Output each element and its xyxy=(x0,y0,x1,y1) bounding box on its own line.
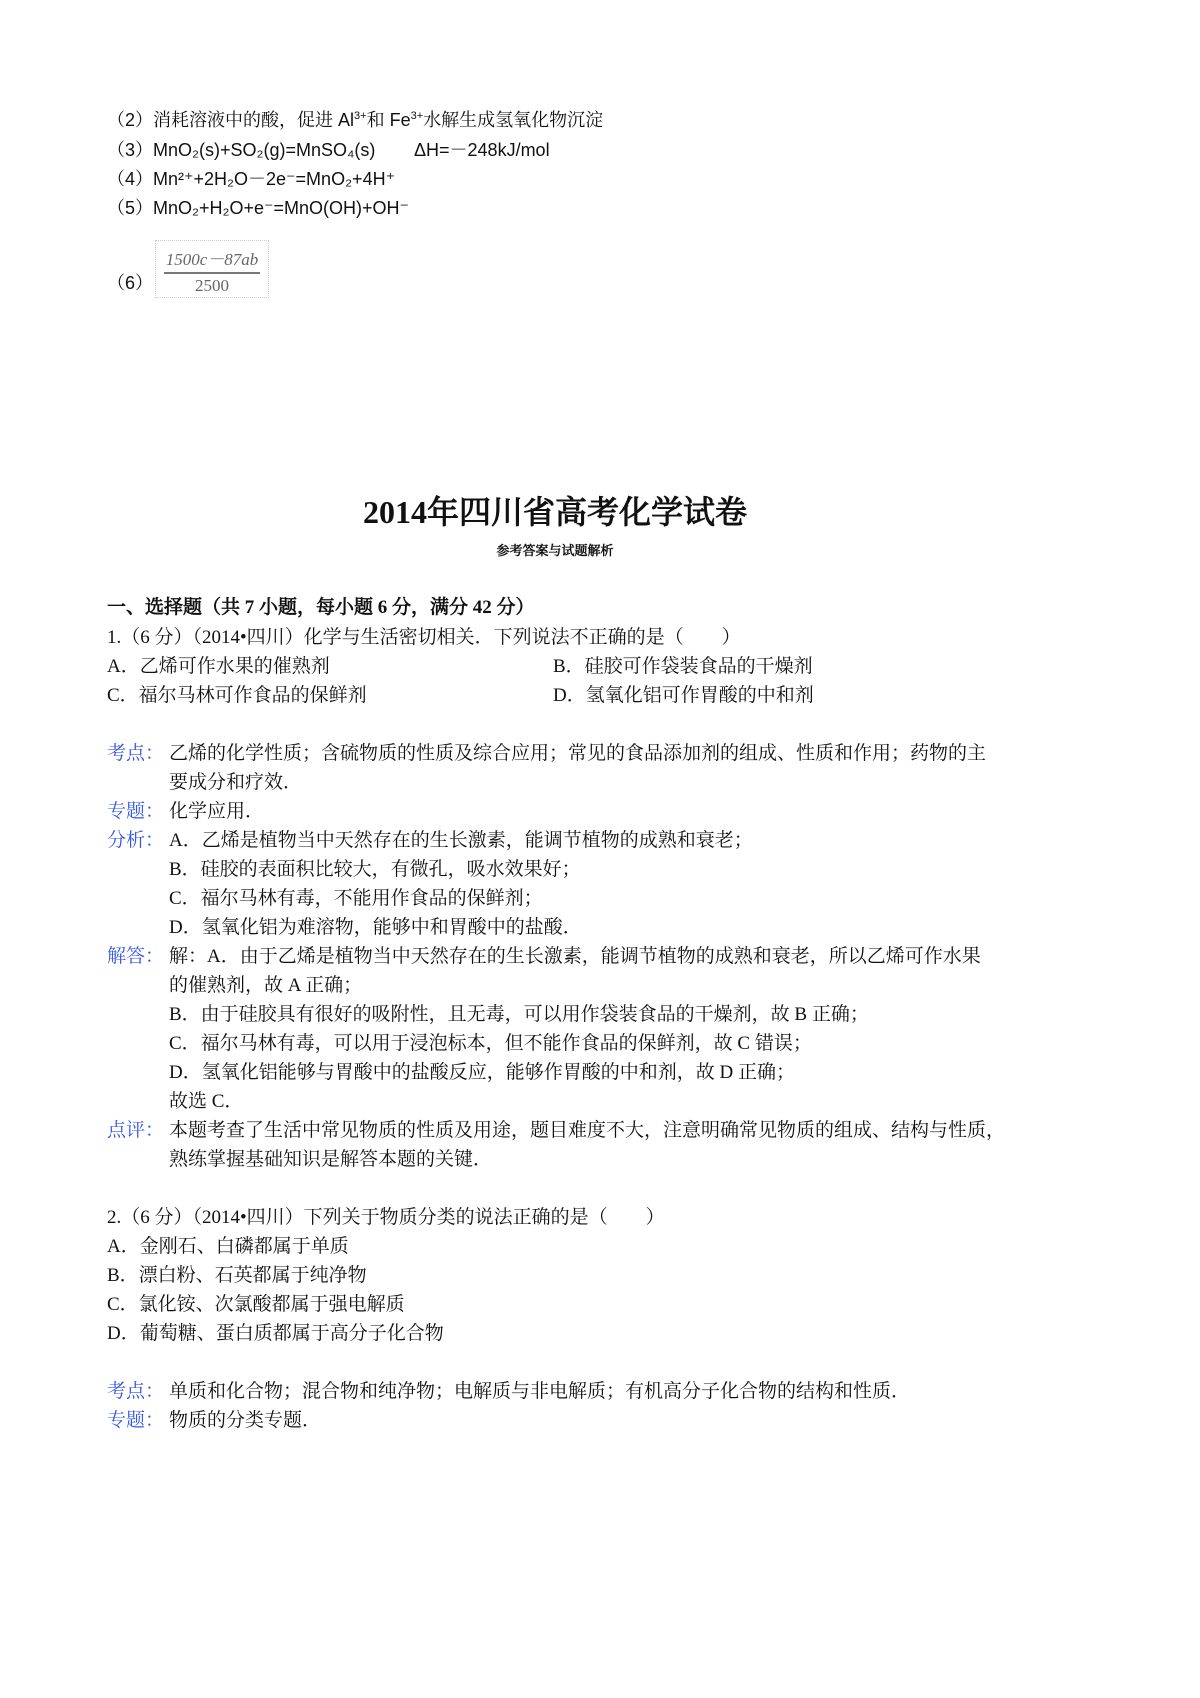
q1-dianping: 点评： 本题考查了生活中常见物质的性质及用途，题目难度不大，注意明确常见物质的组成、结构与性质， xyxy=(107,1120,1006,1141)
q1-option-row: C．福尔马林可作食品的保鲜剂 D．氢氧化铝可作胃酸的中和剂 xyxy=(107,685,814,706)
q1-fenxi-line: D．氢氧化铝为难溶物，能够中和胃酸中的盐酸． xyxy=(169,917,582,938)
answer-2: （2）消耗溶液中的酸，促进 $Al^{3+}$和 $Fe^{3+}$水解生成氢氧化物沉淀 xyxy=(107,110,604,130)
q2-zhuanti: 专题： 物质的分类专题． xyxy=(107,1410,322,1431)
q1-jieda-line: D．氢氧化铝能够与胃酸中的盐酸反应，能够作胃酸的中和剂，故 D 正确； xyxy=(169,1062,795,1083)
q1-stem: 1.（6 分）（2014•四川）化学与生活密切相关．下列说法不正确的是（ ） xyxy=(107,627,741,648)
q2-option: C．氯化铵、次氯酸都属于强电解质 xyxy=(107,1294,405,1315)
q2-option: A．金刚石、白磷都属于单质 xyxy=(107,1236,349,1257)
answer-5: （5）MnO₂+H₂O+e⁻=MnO(OH)+OH⁻ xyxy=(107,198,410,218)
q1-dianping-line: 熟练掌握基础知识是解答本题的关键． xyxy=(169,1149,493,1170)
answer-4: （4）Mn²⁺+2H₂O－2e⁻=MnO₂+4H⁺ xyxy=(107,169,396,189)
page-title: 2014年四川省高考化学试卷 xyxy=(362,494,747,530)
answer-3: （3）MnO₂(s)+SO₂(g)=MnSO₄(s) ΔH=－248kJ/mol xyxy=(107,140,550,160)
q2-kaodian: 考点： 单质和化合物；混合物和纯净物；电解质与非电解质；有机高分子化合物的结构和性质． xyxy=(107,1381,911,1402)
q1-fenxi: 分析： A．乙烯是植物当中天然存在的生长激素，能调节植物的成熟和衰老； xyxy=(107,830,753,851)
q1-option-row: A．乙烯可作水果的催熟剂 B．硅胶可作袋装食品的干燥剂 xyxy=(107,656,813,677)
q1-jieda: 解答： 解：A．由于乙烯是植物当中天然存在的生长激素，能调节植物的成熟和衰老，所以乙烯可作水果 xyxy=(107,946,981,967)
q1-kaodian-cont: 要成分和疗效． xyxy=(169,772,303,793)
q1-fenxi-line: B．硅胶的表面积比较大，有微孔，吸水效果好； xyxy=(169,859,581,880)
q2-stem: 2.（6 分）（2014•四川）下列关于物质分类的说法正确的是（ ） xyxy=(107,1207,665,1228)
page-subtitle: 参考答案与试题解析 xyxy=(496,544,614,559)
q1-fenxi-line: C．福尔马林有毒，不能用作食品的保鲜剂； xyxy=(169,888,543,909)
section-heading: 一、选择题（共 7 小题，每小题 6 分，满分 42 分） xyxy=(107,597,535,618)
q1-jieda-line: C．福尔马林有毒，可以用于浸泡标本，但不能作食品的保鲜剂，故 C 错误； xyxy=(169,1033,812,1054)
q2-option: B．漂白粉、石英都属于纯净物 xyxy=(107,1265,367,1286)
answer-6-fraction: $\frac{1500c-87ab}{2500}$ xyxy=(155,240,269,298)
answer-6-label: （6） xyxy=(107,273,154,293)
q1-jieda-line: 的催熟剂，故 A 正确； xyxy=(169,975,363,996)
q1-zhuanti: 专题： 化学应用． xyxy=(107,801,265,822)
q1-kaodian: 考点： 乙烯的化学性质；含硫物质的性质及综合应用；常见的食品添加剂的组成、性质和作用；药物的主 xyxy=(107,743,987,764)
q1-jieda-line: B．由于硅胶具有很好的吸附性，且无毒，可以用作袋装食品的干燥剂，故 B 正确； xyxy=(169,1004,869,1025)
q2-option: D．葡萄糖、蛋白质都属于高分子化合物 xyxy=(107,1323,444,1344)
q1-jieda-line: 故选 C． xyxy=(169,1091,244,1112)
